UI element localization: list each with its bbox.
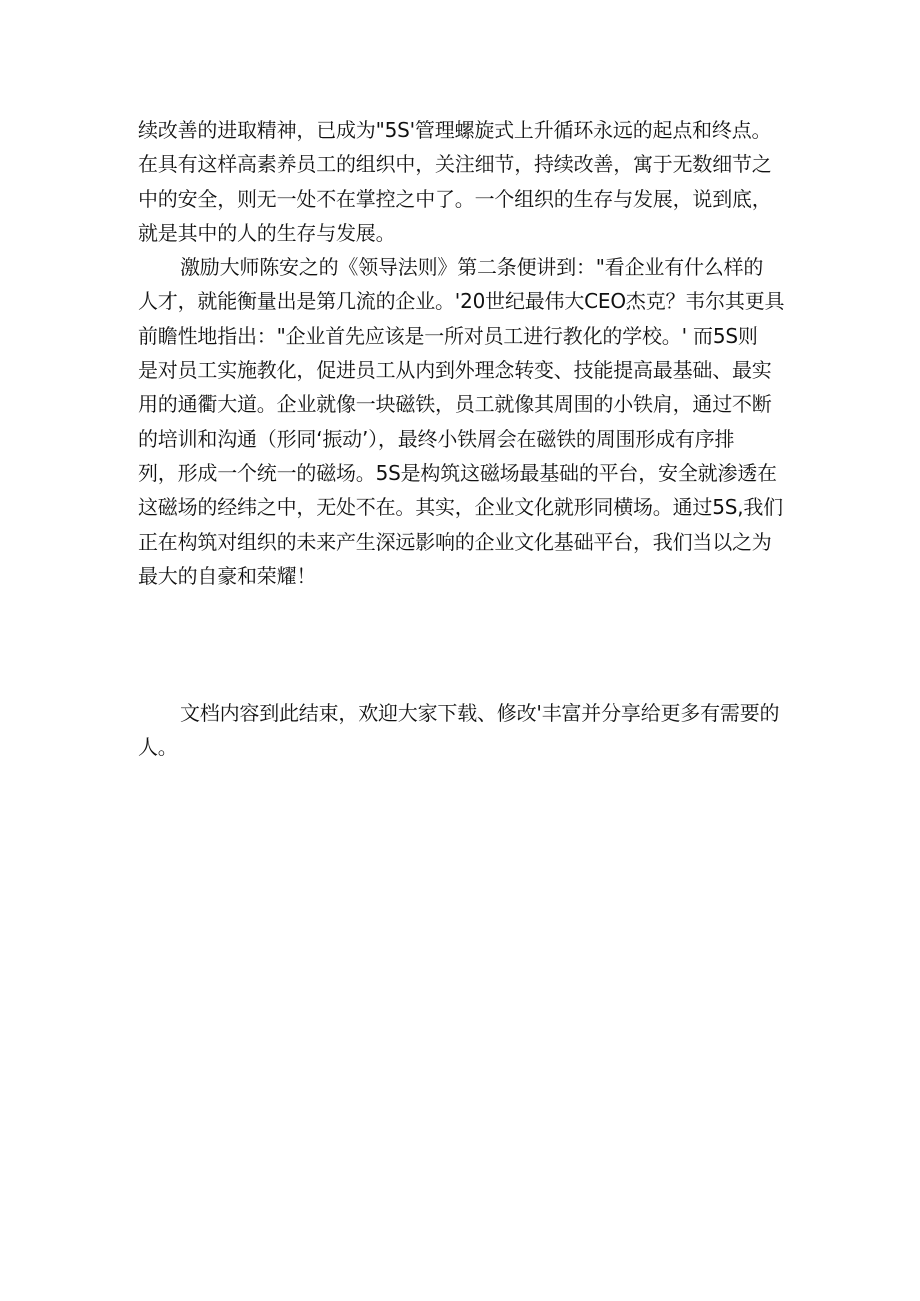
paragraph-1-line: 中的安全，则无一处不在掌控之中了。一个组织的生存与发展，说到底， [138, 186, 772, 211]
paragraph-2-line: 前瞻性地指出："企业首先应该是一所对员工进行教化的学校。' 而5S则 [138, 323, 758, 348]
paragraph-2-line: 激励大师陈安之的《领导法则》第二条便讲到："看企业有什么样的 [180, 255, 764, 280]
paragraph-2-line: 人才，就能衡量出是第几流的企业。'20世纪最伟大CEO杰克？韦尔其更具 [138, 289, 785, 314]
paragraph-1-line: 就是其中的人的生存与发展。 [138, 220, 396, 245]
paragraph-2-line: 最大的自豪和荣耀！ [138, 563, 317, 588]
paragraph-2-line: 正在构筑对组织的未来产生深远影响的企业文化基础平台，我们当以之为 [138, 529, 772, 554]
paragraph-1-line: 续改善的进取精神，已成为"5S'管理螺旋式上升循环永远的起点和终点。 [138, 118, 772, 142]
closing-note-line: 文档内容到此结束，欢迎大家下载、修改'丰富并分享给更多有需要的 [180, 701, 780, 725]
body-text [138, 113, 788, 593]
closing-note-line: 人。 [138, 735, 178, 760]
paragraph-2-line: 的培训和沟通（形同‘振动’），最终小铁屑会在磁铁的周围形成有序排 [138, 426, 735, 451]
paragraph-1-line: 在具有这样高素养员工的组织中，关注细节，持续改善，寓于无数细节之 [138, 152, 772, 177]
paragraph-2-line: 用的通衢大道。企业就像一块磁铁，员工就像其周围的小铁肩，通过不断 [138, 392, 772, 417]
paragraph-2-line: 这磁场的经纬之中，无处不在。其实，企业文化就形同横场。通过5S,我们 [138, 495, 783, 520]
paragraph-2-line: 是对员工实施教化，促进员工从内到外理念转变、技能提高最基础、最实 [138, 358, 772, 383]
paragraph-2-line: 列，形成一个统一的磁场。5S是构筑这磁场最基础的平台，安全就渗透在 [138, 460, 777, 485]
closing-note [138, 696, 788, 765]
